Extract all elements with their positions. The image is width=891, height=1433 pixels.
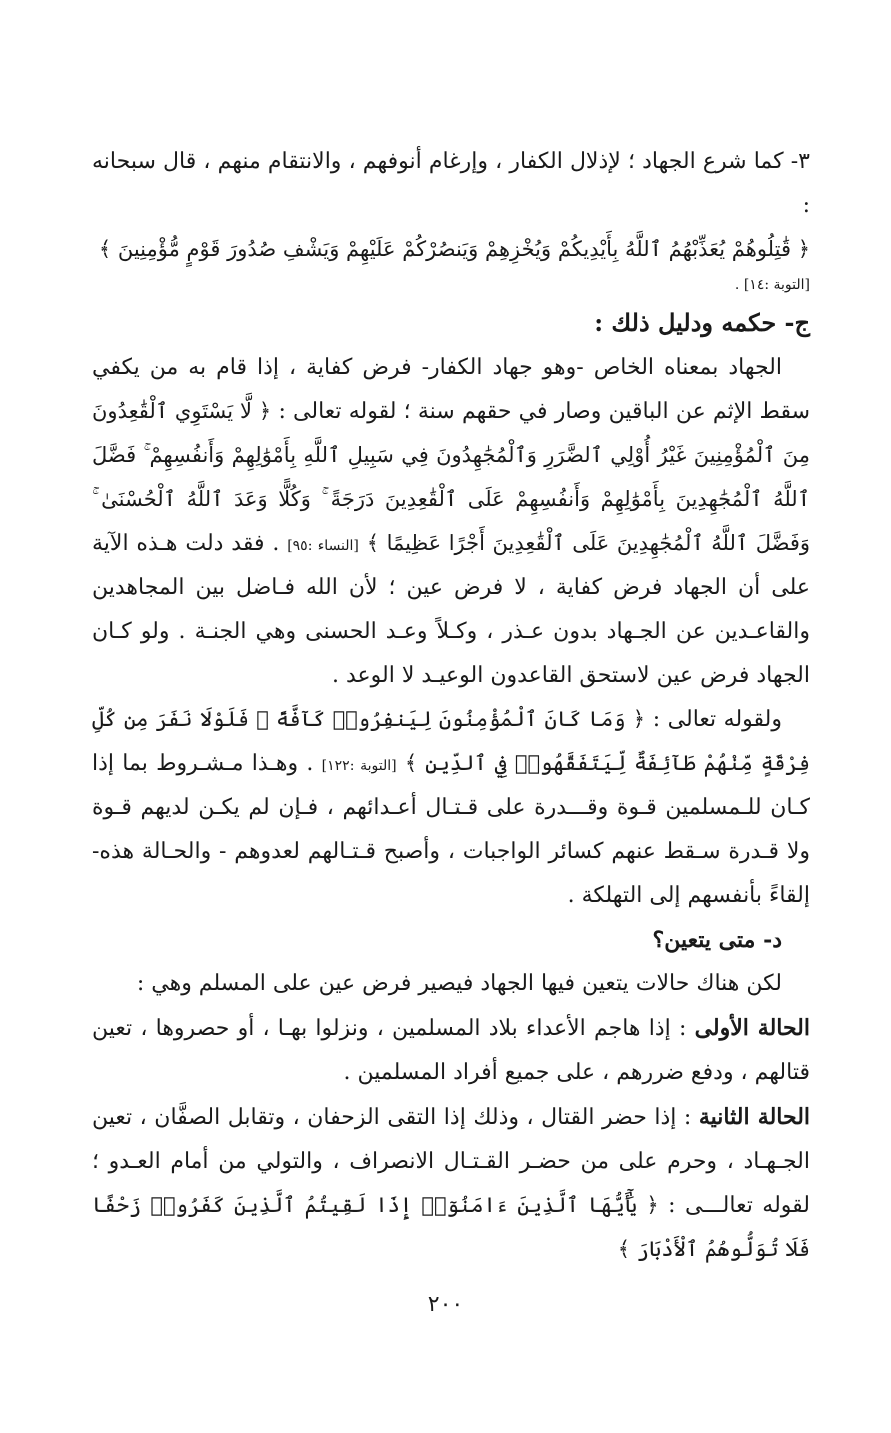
quran-verse-anfal-15: ﴿ يَٰٓأَيُّهَا ٱلَّذِينَ ءَامَنُوٓا۟ إِذَا لَقِيتُمُ ٱلَّذِينَ كَفَرُوا۟ زَحْفًا فَلَا تُوَلُّوهُمُ ٱلْأَدْبَارَ ﴾ xyxy=(92,1193,810,1261)
quran-verse-tawbah-122: ﴿ وَمَا كَانَ ٱلْمُؤْمِنُونَ لِيَنفِرُوا۟ كَآفَّةً ۚ فَلَوْلَا نَفَرَ مِن كُلِّ فِرْقَةٍ مِّنْهُمْ طَآئِفَةٌ لِّيَتَفَقَّهُوا۟ فِي ٱلدِّينِ ﴾ xyxy=(92,707,811,775)
when-intro: لكن هناك حالات يتعين فيها الجهاد فيصير فرض عين على المسلم وهي : xyxy=(136,971,782,996)
case-1-text: : إذا هاجم الأعداء بلاد المسلمين ، ونزلوا بهـا ، أو حصروها ، تعين قتالهم ، ودفع ضررهم ، على جميع أفراد المسلمين . xyxy=(92,1016,810,1085)
ruling-paragraph-1-after: . فقد دلت هـذه الآية على أن الجهاد فرض كفاية ، لا فرض عين ؛ لأن الله فـاضل بين المجاهدين والقاعـدين عن الجـهاد بدون عـذر ، وكـلاً وعـد الحسنى وهي الجنـة . ولو كـان الجهاد فرض عين لاستحق القاعدون الوعيـد لا الوعد . xyxy=(92,531,810,688)
verse-reference-nisa-95: [النساء :٩٥] xyxy=(287,538,359,554)
ruling-paragraph-2 xyxy=(92,698,810,918)
ruling-heading: ج- حكمه ودليل ذلك : xyxy=(594,308,810,337)
case-1-paragraph xyxy=(92,1006,810,1095)
page-number: ٢٠٠ xyxy=(427,1292,464,1317)
quran-verse-nisa-95: ﴿ لَّا يَسْتَوِي ٱلْقَٰعِدُونَ مِنَ ٱلْمُؤْمِنِينَ غَيْرُ أُوْلِي ٱلضَّرَرِ وَٱلْمُجَٰهِدُونَ فِي سَبِيلِ ٱللَّهِ بِأَمْوَٰلِهِمْ وَأَنفُسِهِمْ ۚ فَضَّلَ ٱللَّهُ ٱلْمُجَٰهِدِينَ بِأَمْوَٰلِهِمْ وَأَنفُسِهِمْ عَلَى ٱلْقَٰعِدِينَ دَرَجَةً ۚ وَكُلًّا وَعَدَ ٱللَّهُ ٱلْحُسْنَىٰ ۚ وَفَضَّلَ ٱللَّهُ ٱلْمُجَٰهِدِينَ عَلَى ٱلْقَٰعِدِينَ أَجْرًا عَظِيمًا ﴾ xyxy=(92,399,810,555)
ruling-paragraph-2-text: ولقوله تعالى : xyxy=(652,707,783,732)
case-2-paragraph xyxy=(92,1095,810,1272)
section3-intro: ٣- كما شرع الجهاد ؛ لإذلال الكفار ، وإرغام أنوفهم ، والانتقام منهم ، قال سبحانه : xyxy=(92,149,810,218)
case-1-label: الحالة الأولى xyxy=(694,1015,810,1041)
page-body xyxy=(92,140,810,1272)
verse-reference-tawbah-14: [التوبة :١٤] . xyxy=(734,277,810,293)
verse-reference-tawbah-122: [التوبة :١٢٢] xyxy=(321,758,397,774)
case-2-text: : إذا حضر القتال ، وذلك إذا التقى الزحفان ، وتقابل الصفَّان ، تعين الجـهـاد ، وحرم على من حضـر القـتـال الانصراف ، والتولي من أمام العـدو ؛ لقوله تعالـــى : xyxy=(92,1105,810,1218)
ruling-paragraph-1 xyxy=(92,346,810,698)
ruling-paragraph-2-after: . وهـذا مـشـروط بما إذا كـان للـمسلمين قـوة وقـــدرة على قـتـال أعـدائهم ، فـإن لم يكـن لديهم قـوة ولا قـدرة سـقط عنهم كسائر الواجبات ، وأصبح قـتـالهم لعدوهم - والحـالة هذه- إلقاءً بأنفسهم إلى التهلكة . xyxy=(92,751,810,908)
case-2-label: الحالة الثانية xyxy=(698,1104,811,1130)
quran-verse-tawbah-14: ﴿ قَٰتِلُوهُمْ يُعَذِّبْهُمُ ٱللَّهُ بِأَيْدِيكُمْ وَيُخْزِهِمْ وَيَنصُرْكُمْ عَلَيْهِمْ وَيَشْفِ صُدُورَ قَوْمٍ مُّؤْمِنِينَ ﴾ xyxy=(98,237,810,261)
ruling-paragraph-1-text: الجهاد بمعناه الخاص -وهو جهاد الكفار- فرض كفاية ، إذا قام به من يكفي سقط الإثم عن الباقين وصار في حقهم سنة ؛ لقوله تعالى : xyxy=(92,355,811,424)
when-heading: د- متى يتعين؟ xyxy=(652,927,782,953)
